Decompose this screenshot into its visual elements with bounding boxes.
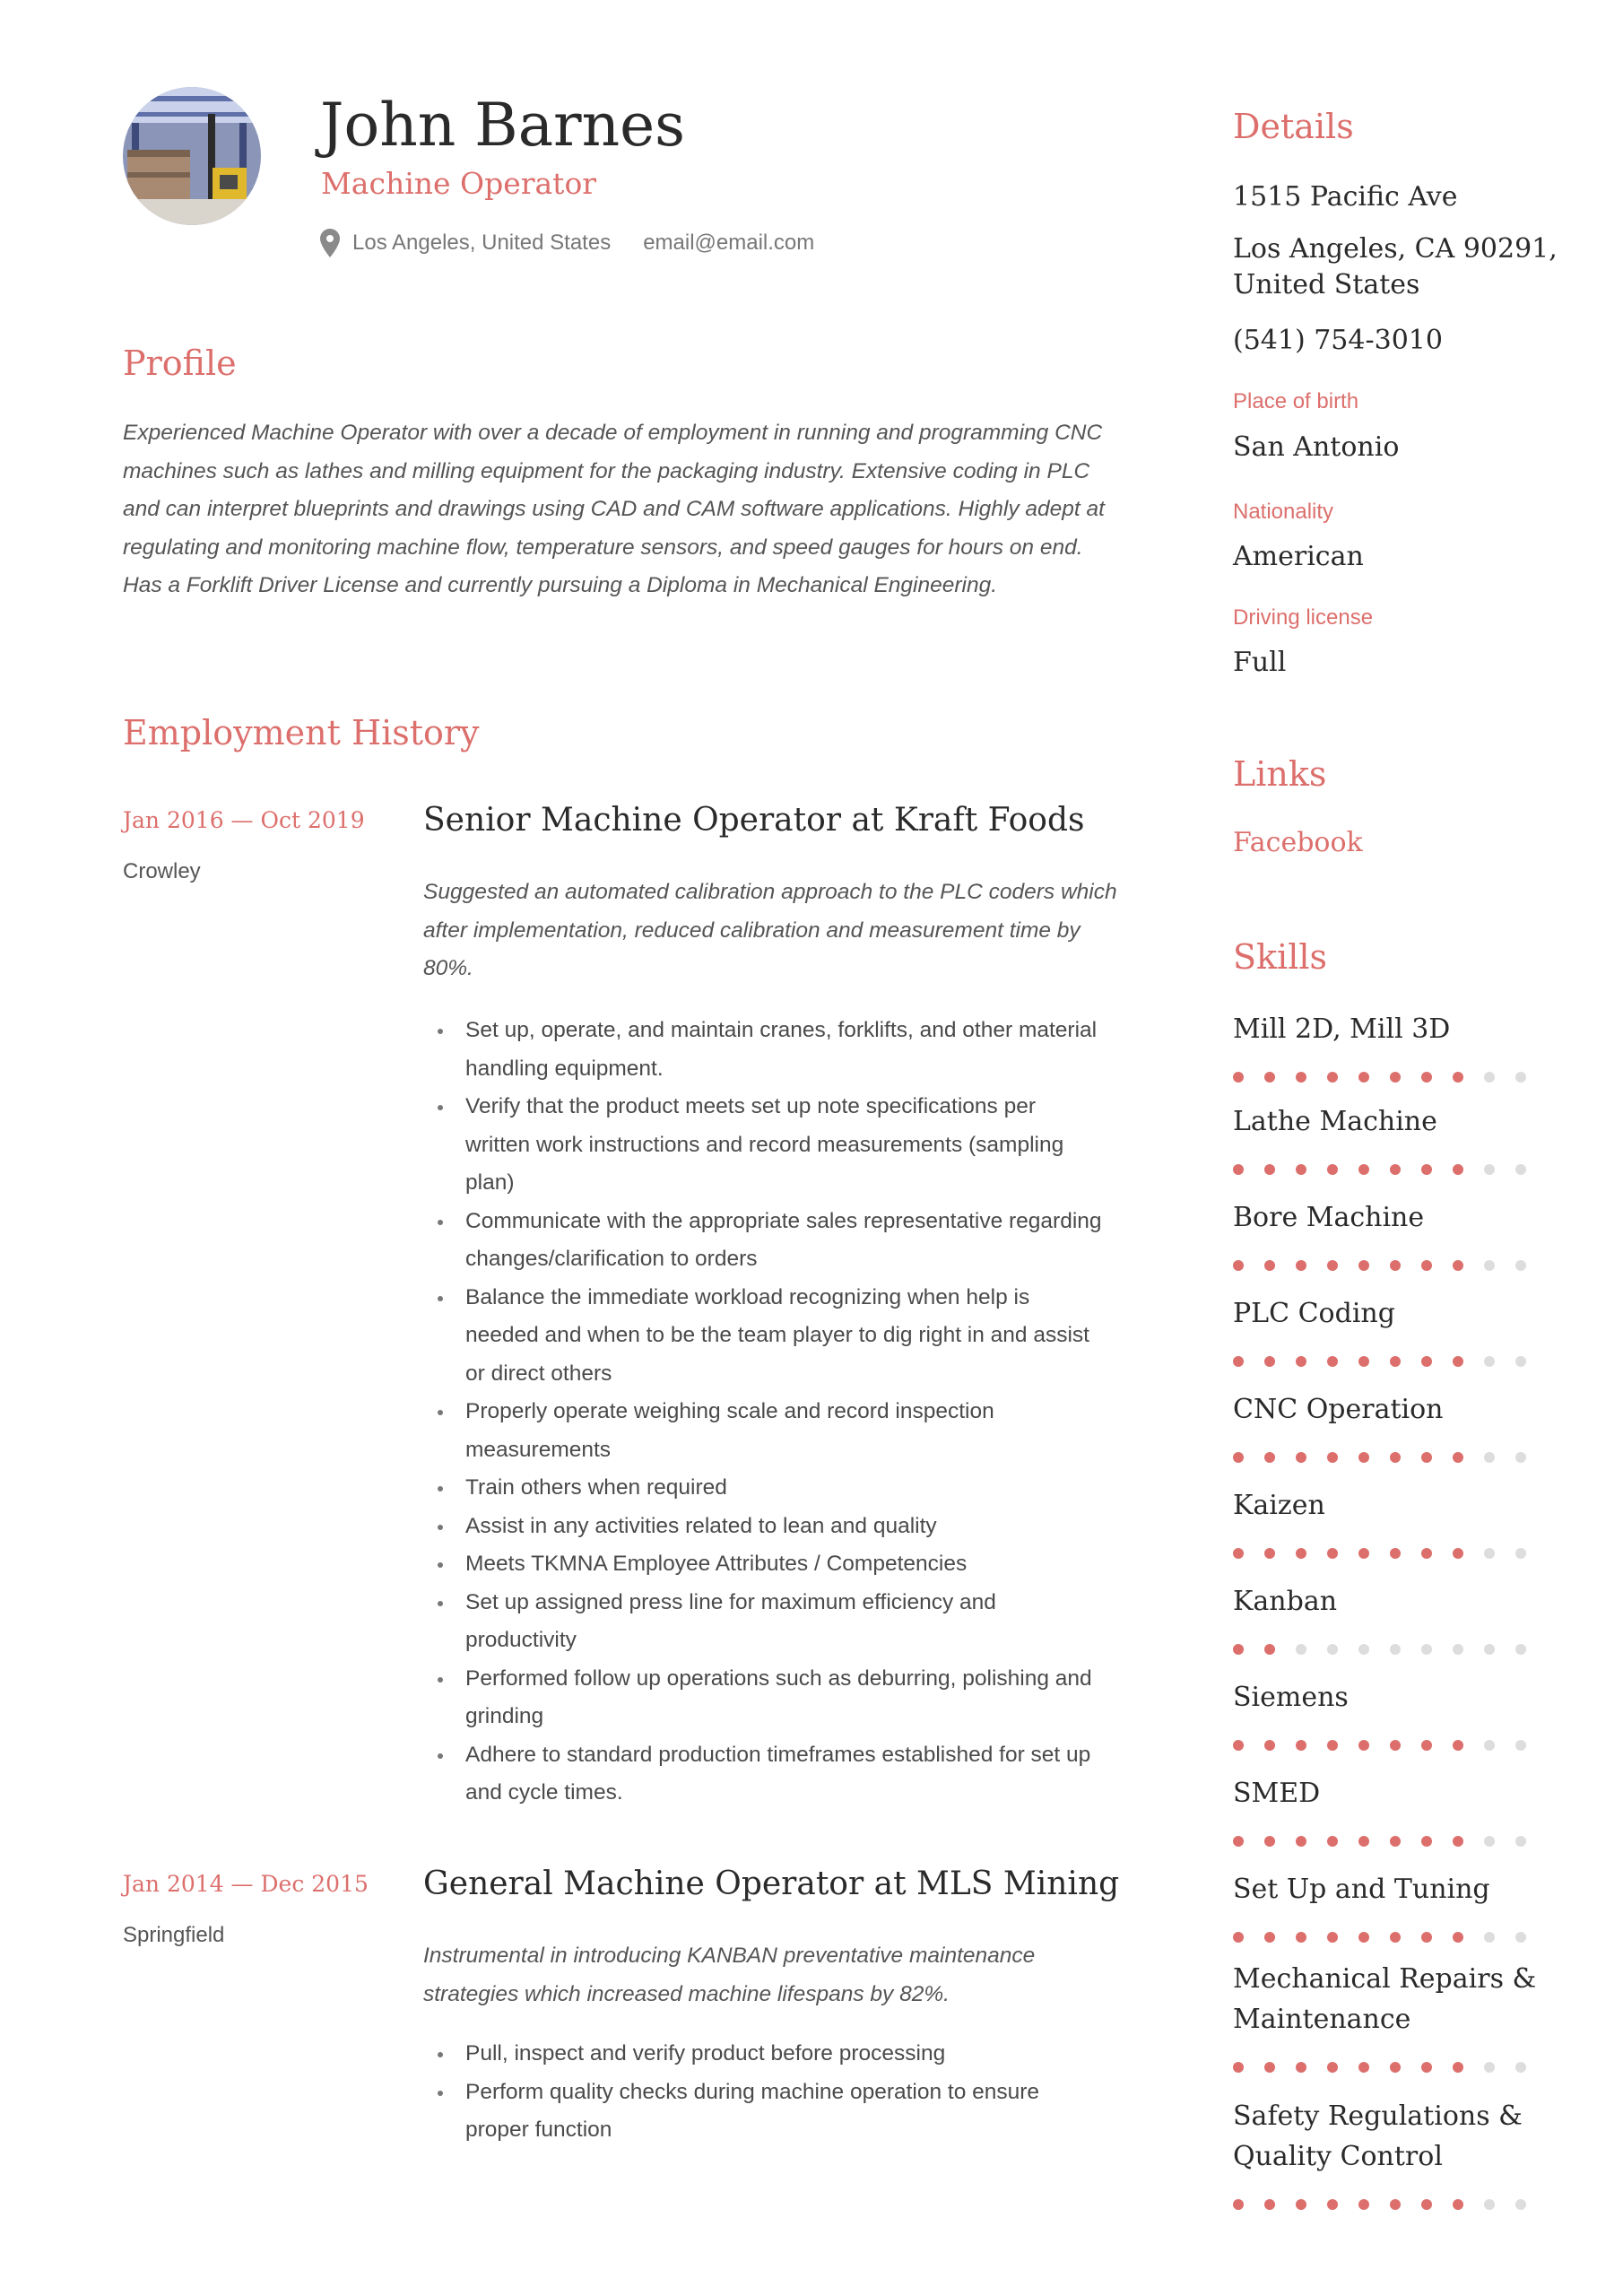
- skill-name: Siemens: [1233, 1682, 1349, 1713]
- skill-dot-filled: [1421, 2062, 1432, 2073]
- skill-dot-filled: [1421, 2199, 1432, 2210]
- employment-heading: Employment History: [123, 713, 480, 752]
- phone: (541) 754-3010: [1233, 325, 1443, 356]
- driving-license: Full: [1233, 647, 1287, 678]
- job-bullet: Properly operate weighing scale and record inspection measurements: [423, 1393, 1105, 1469]
- job-bullet: Adhere to standard production timeframes established for set up and cycle times.: [423, 1736, 1105, 1813]
- skill-dot-empty: [1515, 1356, 1526, 1367]
- skill-dot-empty: [1515, 1644, 1526, 1655]
- skill-dot-filled: [1264, 2199, 1275, 2210]
- job-bullet: Balance the immediate workload recognizing when help is needed and when to be the team player to dig right in and assist or direct others: [423, 1279, 1105, 1394]
- skill-item: [1233, 1677, 1538, 1718]
- skill-dot-filled: [1233, 1072, 1244, 1083]
- job-bullet: Meets TKMNA Employee Attributes / Competencies: [423, 1545, 1105, 1584]
- skill-dot-empty: [1453, 1644, 1463, 1655]
- skill-dot-empty: [1484, 1452, 1495, 1463]
- skill-dot-filled: [1296, 1548, 1306, 1559]
- skill-dot-filled: [1358, 2199, 1369, 2210]
- job-bullet: Set up assigned press line for maximum efficiency and productivity: [423, 1584, 1105, 1660]
- skill-dot-filled: [1296, 1260, 1306, 1271]
- skill-dot-filled: [1327, 1164, 1338, 1175]
- skill-dot-empty: [1515, 1836, 1526, 1847]
- skill-level-dots: [1233, 1164, 1547, 1175]
- skill-dot-filled: [1421, 1836, 1432, 1847]
- skill-dot-filled: [1453, 1356, 1463, 1367]
- address-line2: Los Angeles, CA 90291,: [1233, 233, 1558, 265]
- skill-dot-filled: [1327, 1072, 1338, 1083]
- job-title: General Machine Operator at MLS Mining: [423, 1866, 1120, 1902]
- location-text: Los Angeles, United States: [352, 230, 612, 255]
- skill-item: [1233, 1485, 1538, 1526]
- skill-name: Bore Machine: [1233, 1202, 1425, 1233]
- skill-name: SMED: [1233, 1778, 1321, 1809]
- skill-item: [1233, 1293, 1538, 1334]
- skill-dot-empty: [1484, 1072, 1495, 1083]
- skill-dot-filled: [1453, 1452, 1463, 1463]
- job-city: Springfield: [123, 1923, 225, 1947]
- skill-item: [1233, 1869, 1538, 1909]
- skill-dot-filled: [1264, 1356, 1275, 1367]
- skill-dot-filled: [1453, 1164, 1463, 1175]
- job-bullet: Pull, inspect and verify product before processing: [423, 2035, 1105, 2074]
- skill-dot-filled: [1390, 1356, 1401, 1367]
- skill-item: [1233, 1581, 1538, 1622]
- skill-dot-filled: [1264, 1740, 1275, 1751]
- skill-level-dots: [1233, 1072, 1547, 1083]
- skill-dot-filled: [1390, 2199, 1401, 2210]
- job-summary: Instrumental in introducing KANBAN preventative maintenance strategies which increased machine lifespans by 82%.: [423, 1944, 1036, 2006]
- skill-dot-filled: [1233, 1644, 1244, 1655]
- skill-name: Lathe Machine: [1233, 1106, 1437, 1137]
- candidate-name: John Barnes: [320, 91, 686, 160]
- skill-dot-filled: [1453, 2062, 1463, 2073]
- skill-dot-filled: [1264, 1932, 1275, 1943]
- profile-heading: Profile: [123, 344, 237, 383]
- skill-name: Mechanical Repairs & Maintenance: [1233, 1963, 1537, 2035]
- job-title: Senior Machine Operator at Kraft Foods: [423, 802, 1085, 839]
- job-bullet: Train others when required: [423, 1469, 1105, 1508]
- skill-dot-filled: [1421, 1932, 1432, 1943]
- skill-dot-empty: [1515, 1740, 1526, 1751]
- skill-dot-empty: [1484, 1548, 1495, 1559]
- skill-level-dots: [1233, 2199, 1547, 2210]
- skill-dot-filled: [1233, 2199, 1244, 2210]
- skill-dot-filled: [1233, 1740, 1244, 1751]
- skill-name: CNC Operation: [1233, 1394, 1444, 1425]
- skill-dot-filled: [1421, 1260, 1432, 1271]
- skill-level-dots: [1233, 1452, 1547, 1463]
- skill-dot-filled: [1421, 1548, 1432, 1559]
- skill-dot-filled: [1233, 1836, 1244, 1847]
- skill-dot-filled: [1421, 1164, 1432, 1175]
- skill-dot-filled: [1233, 1356, 1244, 1367]
- skill-dot-filled: [1327, 2062, 1338, 2073]
- skill-item: [1233, 1773, 1538, 1813]
- skill-dot-filled: [1421, 1072, 1432, 1083]
- skill-dot-filled: [1233, 2062, 1244, 2073]
- skill-dot-filled: [1296, 2199, 1306, 2210]
- skill-dot-filled: [1421, 1356, 1432, 1367]
- skill-dot-filled: [1358, 1452, 1369, 1463]
- skill-dot-filled: [1296, 1740, 1306, 1751]
- skill-dot-filled: [1390, 1072, 1401, 1083]
- skill-dot-filled: [1264, 2062, 1275, 2073]
- skill-dot-empty: [1484, 1164, 1495, 1175]
- skill-dot-filled: [1264, 1452, 1275, 1463]
- skill-dot-filled: [1327, 1932, 1338, 1943]
- skill-level-dots: [1233, 1644, 1547, 1655]
- skill-dot-filled: [1421, 1452, 1432, 1463]
- skill-dot-filled: [1327, 1740, 1338, 1751]
- skill-dot-filled: [1390, 1548, 1401, 1559]
- email-text[interactable]: email@email.com: [643, 230, 815, 255]
- skill-dot-filled: [1453, 1260, 1463, 1271]
- job-bullet-list: [423, 2035, 1105, 2150]
- skill-dot-empty: [1515, 2062, 1526, 2073]
- job-bullet: Set up, operate, and maintain cranes, forklifts, and other material handling equipment.: [423, 1012, 1105, 1088]
- skill-dot-filled: [1327, 1356, 1338, 1367]
- skill-dot-empty: [1358, 1644, 1369, 1655]
- job-dates: Jan 2016 — Oct 2019: [123, 807, 365, 833]
- skill-dot-filled: [1264, 1260, 1275, 1271]
- skill-dot-filled: [1358, 1836, 1369, 1847]
- skill-dot-filled: [1390, 1932, 1401, 1943]
- job-bullet-list: [423, 1012, 1105, 1813]
- skill-dot-filled: [1453, 1548, 1463, 1559]
- skill-dot-filled: [1390, 2062, 1401, 2073]
- skill-dot-empty: [1515, 1932, 1526, 1943]
- place-of-birth: San Antonio: [1233, 431, 1400, 463]
- profile-text: Experienced Machine Operator with over a decade of employment in running and programming CNC machines such as lathes and milling equipment for the packaging industry. Extensive coding in PLC and can interpret blueprints and drawings using CAD and CAM software applications. Highly adept at regulating and monitoring machine flow, temperature sensors, and speed gauges for hours on end. Has a Forklift Driver License and currently pursuing a Diploma in Mechanical Engineering.: [123, 421, 1105, 597]
- skill-dot-empty: [1515, 1548, 1526, 1559]
- skill-level-dots: [1233, 1932, 1547, 1943]
- skill-dot-filled: [1358, 1740, 1369, 1751]
- skill-dot-empty: [1296, 1644, 1306, 1655]
- skill-dot-filled: [1327, 1836, 1338, 1847]
- skill-dot-filled: [1264, 1548, 1275, 1559]
- skill-dot-filled: [1453, 2199, 1463, 2210]
- skill-dot-empty: [1484, 1932, 1495, 1943]
- avatar: [123, 87, 261, 225]
- candidate-job-title: Machine Operator: [321, 166, 597, 201]
- skill-dot-empty: [1484, 1260, 1495, 1271]
- details-heading: Details: [1233, 107, 1354, 146]
- skill-name: Mill 2D, Mill 3D: [1233, 1013, 1451, 1045]
- skill-name: Set Up and Tuning: [1233, 1874, 1490, 1905]
- skill-dot-filled: [1390, 1836, 1401, 1847]
- job-city: Crowley: [123, 859, 201, 883]
- skill-dot-empty: [1390, 1644, 1401, 1655]
- nationality: American: [1233, 541, 1364, 572]
- skill-dot-filled: [1358, 1072, 1369, 1083]
- skill-dot-filled: [1233, 1164, 1244, 1175]
- skill-dot-filled: [1233, 1548, 1244, 1559]
- skills-heading: Skills: [1233, 937, 1328, 977]
- skill-dot-filled: [1453, 1836, 1463, 1847]
- location-pin-icon: [320, 229, 340, 257]
- skill-dot-filled: [1390, 1452, 1401, 1463]
- skill-dot-filled: [1327, 1452, 1338, 1463]
- skill-name: Safety Regulations & Quality Control: [1233, 2100, 1523, 2172]
- skill-dot-filled: [1453, 1072, 1463, 1083]
- skill-dot-filled: [1264, 1072, 1275, 1083]
- skill-item: [1233, 1009, 1538, 1049]
- skill-dot-filled: [1296, 1356, 1306, 1367]
- skill-dot-filled: [1327, 1548, 1338, 1559]
- skill-dot-filled: [1296, 1836, 1306, 1847]
- skill-dot-filled: [1296, 2062, 1306, 2073]
- job-dates: Jan 2014 — Dec 2015: [123, 1871, 369, 1897]
- skill-dot-filled: [1453, 1740, 1463, 1751]
- skill-dot-empty: [1515, 1260, 1526, 1271]
- skill-dot-filled: [1327, 2199, 1338, 2210]
- skill-level-dots: [1233, 1356, 1547, 1367]
- skill-dot-filled: [1296, 1452, 1306, 1463]
- skill-level-dots: [1233, 2062, 1547, 2073]
- skill-dot-filled: [1390, 1164, 1401, 1175]
- driving-license-label: Driving license: [1233, 605, 1374, 630]
- skill-name: Kanban: [1233, 1586, 1338, 1617]
- contact-line: [320, 227, 814, 259]
- skill-dot-filled: [1233, 1260, 1244, 1271]
- skill-dot-empty: [1327, 1644, 1338, 1655]
- links-heading: Links: [1233, 754, 1327, 794]
- facebook-link[interactable]: Facebook: [1233, 827, 1363, 858]
- skill-dot-filled: [1264, 1644, 1275, 1655]
- skill-dot-empty: [1484, 2199, 1495, 2210]
- skill-dot-filled: [1327, 1260, 1338, 1271]
- job-bullet: Communicate with the appropriate sales representative regarding changes/clarification to orders: [423, 1203, 1105, 1279]
- skill-dot-empty: [1515, 1452, 1526, 1463]
- job-bullet: Performed follow up operations such as deburring, polishing and grinding: [423, 1660, 1105, 1736]
- skill-item: [1233, 2096, 1538, 2177]
- skill-item: [1233, 1197, 1538, 1238]
- address-line1: 1515 Pacific Ave: [1233, 181, 1458, 213]
- skill-item: [1233, 1389, 1538, 1430]
- skill-dot-filled: [1358, 1260, 1369, 1271]
- job-bullet: Verify that the product meets set up note specifications per written work instructions and record measurements (sampling plan): [423, 1088, 1105, 1203]
- job-bullet: Assist in any activities related to lean and quality: [423, 1508, 1105, 1546]
- skill-dot-empty: [1484, 1740, 1495, 1751]
- skill-dot-filled: [1296, 1932, 1306, 1943]
- skill-dot-filled: [1233, 1932, 1244, 1943]
- skill-dot-empty: [1515, 1164, 1526, 1175]
- skill-dot-empty: [1515, 2199, 1526, 2210]
- skill-dot-filled: [1453, 1932, 1463, 1943]
- skill-dot-empty: [1484, 2062, 1495, 2073]
- skill-dot-empty: [1484, 1356, 1495, 1367]
- skill-name: Kaizen: [1233, 1490, 1325, 1521]
- skill-dot-empty: [1484, 1836, 1495, 1847]
- skill-dot-filled: [1358, 1356, 1369, 1367]
- skill-dot-filled: [1358, 1548, 1369, 1559]
- skill-dot-filled: [1296, 1072, 1306, 1083]
- skill-dot-empty: [1515, 1072, 1526, 1083]
- job-bullet: Perform quality checks during machine operation to ensure proper function: [423, 2074, 1105, 2150]
- skill-item: [1233, 1101, 1538, 1142]
- skill-dot-filled: [1233, 1452, 1244, 1463]
- skill-dot-empty: [1484, 1644, 1495, 1655]
- skill-name: PLC Coding: [1233, 1298, 1395, 1329]
- skill-level-dots: [1233, 1836, 1547, 1847]
- skill-dot-filled: [1358, 1164, 1369, 1175]
- skill-dot-filled: [1390, 1740, 1401, 1751]
- skill-item: [1233, 1959, 1538, 2039]
- skill-dot-filled: [1358, 1932, 1369, 1943]
- skill-dot-filled: [1421, 1740, 1432, 1751]
- skill-dot-empty: [1421, 1644, 1432, 1655]
- skill-dot-filled: [1358, 2062, 1369, 2073]
- skill-dot-filled: [1264, 1836, 1275, 1847]
- skill-level-dots: [1233, 1260, 1547, 1271]
- job-summary: Suggested an automated calibration approach to the PLC coders which after implementation, reduced calibration and measurement time by 80%.: [423, 880, 1117, 980]
- skill-dot-filled: [1264, 1164, 1275, 1175]
- skill-level-dots: [1233, 1740, 1547, 1751]
- place-of-birth-label: Place of birth: [1233, 389, 1359, 413]
- skill-dot-filled: [1390, 1260, 1401, 1271]
- skill-level-dots: [1233, 1548, 1547, 1559]
- address-line3: United States: [1233, 269, 1420, 300]
- nationality-label: Nationality: [1233, 500, 1334, 524]
- skill-dot-filled: [1296, 1164, 1306, 1175]
